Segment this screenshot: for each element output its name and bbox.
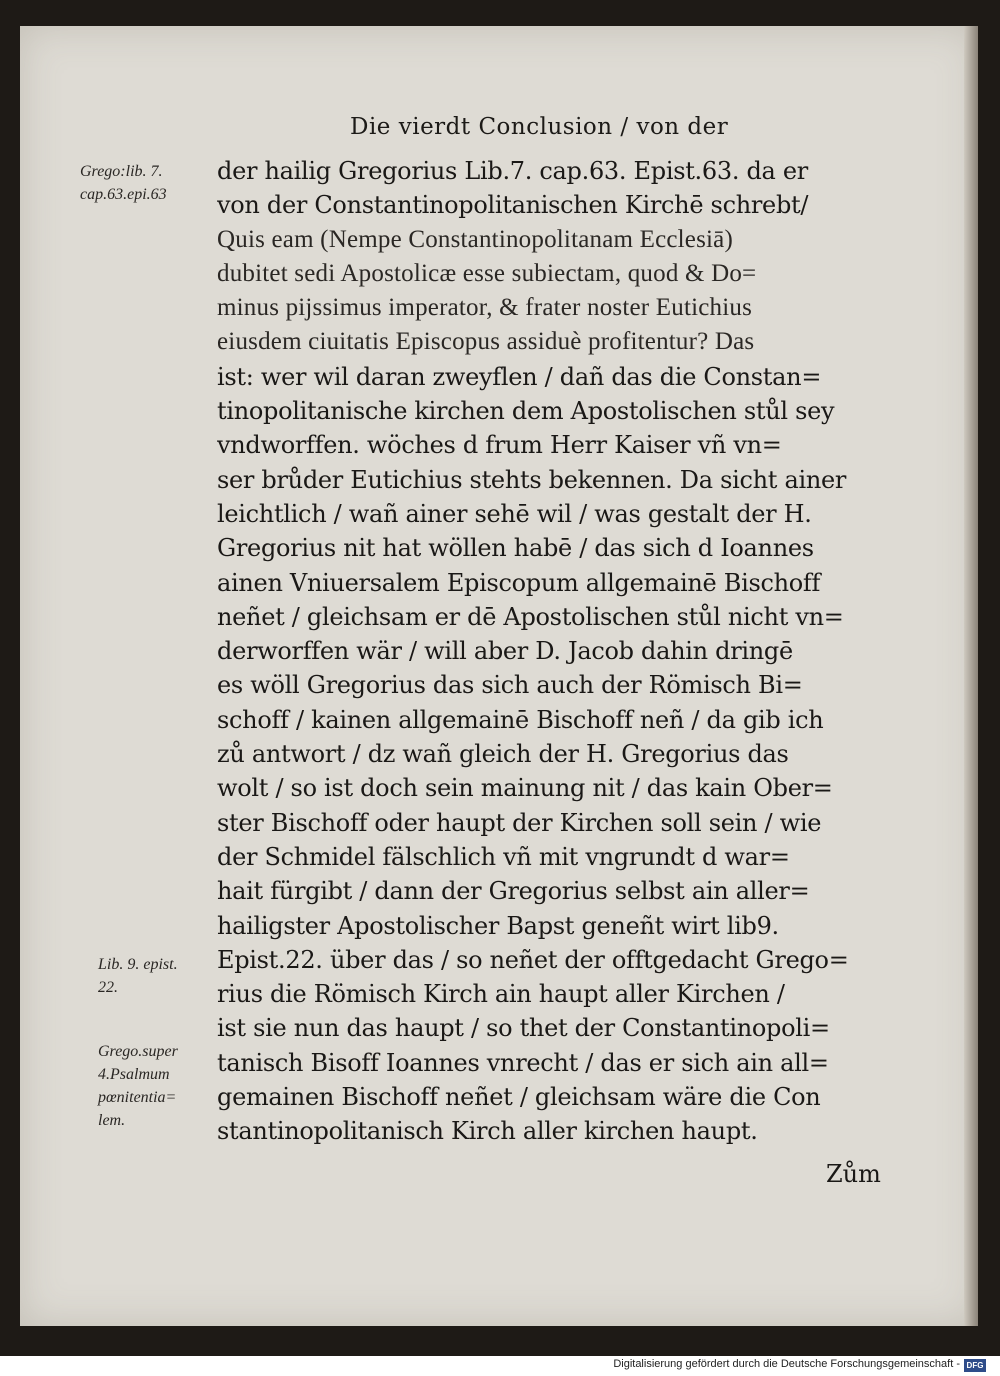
text-line: hailigster Apostolischer Bapst geneñt wirt lib9.: [217, 911, 779, 940]
text-line: leichtlich / wañ ainer sehē wil / was gestalt der H.: [217, 499, 812, 528]
text-line: vndworffen. wöches d frum Herr Kaiser vñ vn=: [217, 431, 782, 460]
text-line: ainen Vniuersalem Episcopum allgemainē Bischoff: [217, 568, 821, 597]
dfg-logo: DFG: [964, 1359, 986, 1372]
margin-note-line: 4.Psalmum: [98, 1066, 170, 1083]
text-line: ser brůder Eutichius stehts bekennen. Da sicht ainer: [217, 465, 847, 494]
text-line: hait fürgibt / dann der Gregorius selbst ain aller=: [217, 877, 810, 906]
text-line: ist: wer wil daran zweyflen / dañ das die Constan=: [217, 362, 822, 391]
text-line: der Schmidel fälschlich vñ mit vngrundt d war=: [217, 842, 790, 871]
margin-note-line: pœnitentia=: [98, 1089, 177, 1106]
text-line: es wöll Gregorius das sich auch der Römisch Bi=: [217, 671, 803, 700]
margin-note-line: Grego.super: [98, 1043, 178, 1060]
page-edge: [964, 26, 978, 1326]
text-line: Gregorius nit hat wöllen habē / das sich d Ioannes: [217, 534, 814, 563]
catchword: Zům: [826, 1160, 881, 1188]
text-line: der hailig Gregorius Lib.7. cap.63. Epist.63. da er: [217, 157, 808, 185]
margin-note-line: lem.: [98, 1112, 126, 1129]
text-line: wolt / so ist doch sein mainung nit / das kain Ober=: [217, 774, 833, 803]
text-line: derworffen wär / will aber D. Jacob dahin dringē: [217, 637, 793, 666]
text-line: von der Constantinopolitanischen Kirchē schrebt/: [217, 191, 809, 220]
margin-note-1: [80, 160, 210, 206]
text-line: schoff / kainen allgemainē Bischoff neñ / da gib ich: [217, 705, 824, 734]
text-line: Epist.22. über das / so neñet der offtgedacht Grego=: [217, 945, 849, 974]
text-line: ster Bischoff oder haupt der Kirchen soll sein / wie: [217, 808, 822, 837]
margin-note-2: [98, 953, 228, 999]
running-head: Die vierdt Conclusion / von der: [350, 114, 729, 140]
text-line: tinopolitanische kirchen dem Apostolischen stůl sey: [217, 397, 835, 426]
text-line: dubitet sedi Apostolicæ esse subiectam, quod & Do=: [217, 259, 757, 287]
text-line: ist sie nun das haupt / so thet der Constantinopoli=: [217, 1014, 830, 1043]
footer-bar: [0, 1356, 1000, 1376]
text-line: zů antwort / dz wañ gleich der H. Gregorius das: [217, 740, 789, 769]
text-line: rius die Römisch Kirch ain haupt aller Kirchen /: [217, 980, 785, 1009]
margin-note-line: cap.63.epi.63: [80, 186, 167, 203]
text-line: minus pijssimus imperator, & frater noster Eutichius: [217, 294, 753, 322]
text-line: stantinopolitanisch Kirch aller kirchen haupt.: [217, 1117, 758, 1146]
text-line: eiusdem ciuitatis Episcopus assiduè profitentur? Das: [217, 328, 755, 356]
margin-note-line: Grego:lib. 7.: [80, 163, 163, 180]
text-line: tanisch Bisoff Ioannes vnrecht / das er sich ain all=: [217, 1048, 829, 1077]
margin-note-3: [98, 1040, 228, 1132]
text-line: Quis eam (Nempe Constantinopolitanam Ecclesiā): [217, 225, 733, 253]
margin-note-line: Lib. 9. epist.: [98, 956, 178, 973]
funding-notice: Digitalisierung gefördert durch die Deutsche Forschungsgemeinschaft -: [613, 1358, 960, 1370]
margin-note-line: 22.: [98, 979, 118, 996]
text-line: neñet / gleichsam er dē Apostolischen stůl nicht vn=: [217, 602, 844, 631]
text-line: gemainen Bischoff neñet / gleichsam wäre die Con: [217, 1083, 821, 1112]
body-text: [217, 154, 907, 1149]
